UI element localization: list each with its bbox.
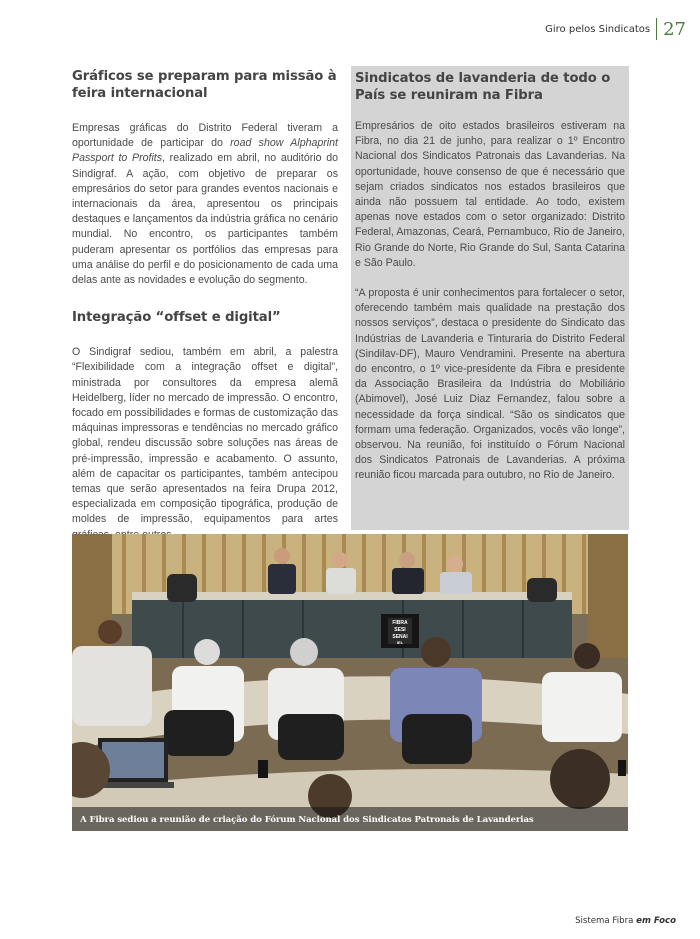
left-column [72, 68, 338, 543]
article-body-integracao: O Sindigraf sediou, também em abril, a palestra “Flexibilidade com a integração offset e digital”, ministrada por consultores da empresa alemã Heidelberg, líder no mercado de impressão. O encontro, focado em possibilidades e formas de customização das máquinas impressoras e tendências no mercado gráfico global, rendeu discussão sobre soluções nas áreas de pré-impressão, impressão e acabamento. O assunto, além de capacitar os participantes, também antecipou temas que serão apresentados na feira Drupa 2012, especializada em composição tipográfica, produção de moldes de impressão, equipamentos para artes [72, 346, 338, 526]
article-body-lavanderia-2: “A proposta é unir conhecimentos para fortalecer o setor, oferecendo também mais qualidade na prestação dos nossos serviços”, destaca o presidente do Sindicato das Indústrias de Lavanderia e Tinturaria do Distrito Federal (Sindilav-DF), Mauro Vendramini. Presente na abertura do encontro, o 1º vice-presidente da Fibra e presidente da Associação Brasileira da Indústria do Mobiliário (Abimovel), José Luiz Diaz Fernandez, falou sobre a necessidade da força sindical. “São os sindicatos que formam uma federação. Organizados, vocês vão longe”, observou. Na reunião, foi instituído o Fórum Nacional dos Sindicatos Patronais de Lavanderias. A próxima reunião ficou marcada para outubro, no Rio de Janeiro. [355, 287, 625, 482]
body-text: , realizado em abril, no auditório do Sindigraf. A ação, com objetivo de preparar os empresários do setor para grandes eventos nacionais e internacionais da área, apresentou os principais destaques e lançamentos da indústria gráfica no cenário mundial. No encontro, os participantes também puderam apresentar os portfólios das empresas para uma análise do perfil e do posicionamento de cada uma delas ante as novidades e evolução do segmento. [72, 152, 338, 287]
article-title-lavanderia: Sindicatos de lavanderia de todo o País se reuniram na Fibra [355, 71, 611, 103]
photo-caption: A Fibra sediou a reunião de criação do Fórum Nacional dos Sindicatos Patronais de Lavanderias [80, 815, 534, 825]
page-header [545, 18, 686, 40]
screen-logo-senai: SENAI [392, 634, 408, 640]
article-title-graficos: Gráficos se preparam para missão à feira internacional [72, 69, 337, 101]
article-body-lavanderia-1: Empresários de oito estados brasileiros estiveram na Fibra, no dia 21 de junho, para realizar o 1º Encontro Nacional dos Sindicatos Patronais das Lavanderias. Na oportunidade, houve consenso de que é necessário que sejam criados sindicatos nos estados brasileiros que ainda não possuem tal entidade. Ao todo, existem apenas nove estados com o setor organizado: Distrito Federal, Amazonas, Ceará, Pernambuco, Rio de Janeiro, Rio Grande do Norte, Rio Grande do Sul, Santa Catarina e São Paulo. [355, 120, 625, 269]
page-number: 27 [663, 18, 686, 40]
meeting-photo-illustration [72, 534, 628, 831]
header-divider [656, 18, 657, 40]
screen-logo-fibra: FIBRA [392, 620, 408, 626]
sidebar-box [351, 66, 629, 530]
footer-text: Sistema Fibra [575, 916, 637, 926]
screen-logo-iel: IEL [396, 640, 404, 645]
section-name: Giro pelos Sindicatos [545, 23, 651, 35]
article-title-integracao: Integração “offset e digital” [72, 310, 281, 326]
footer-brand: em Foco [636, 916, 676, 926]
article-body-graficos [72, 121, 338, 288]
screen-logo-sesi: SESI [394, 627, 406, 633]
page-footer [575, 916, 676, 926]
body-text: Empresas gráficas do Distrito Federal tiveram a oportunidade de participar do [72, 122, 338, 150]
event-name-italic: road show Alphaprint Passport to Profits [72, 137, 338, 165]
meeting-photo [72, 534, 628, 831]
